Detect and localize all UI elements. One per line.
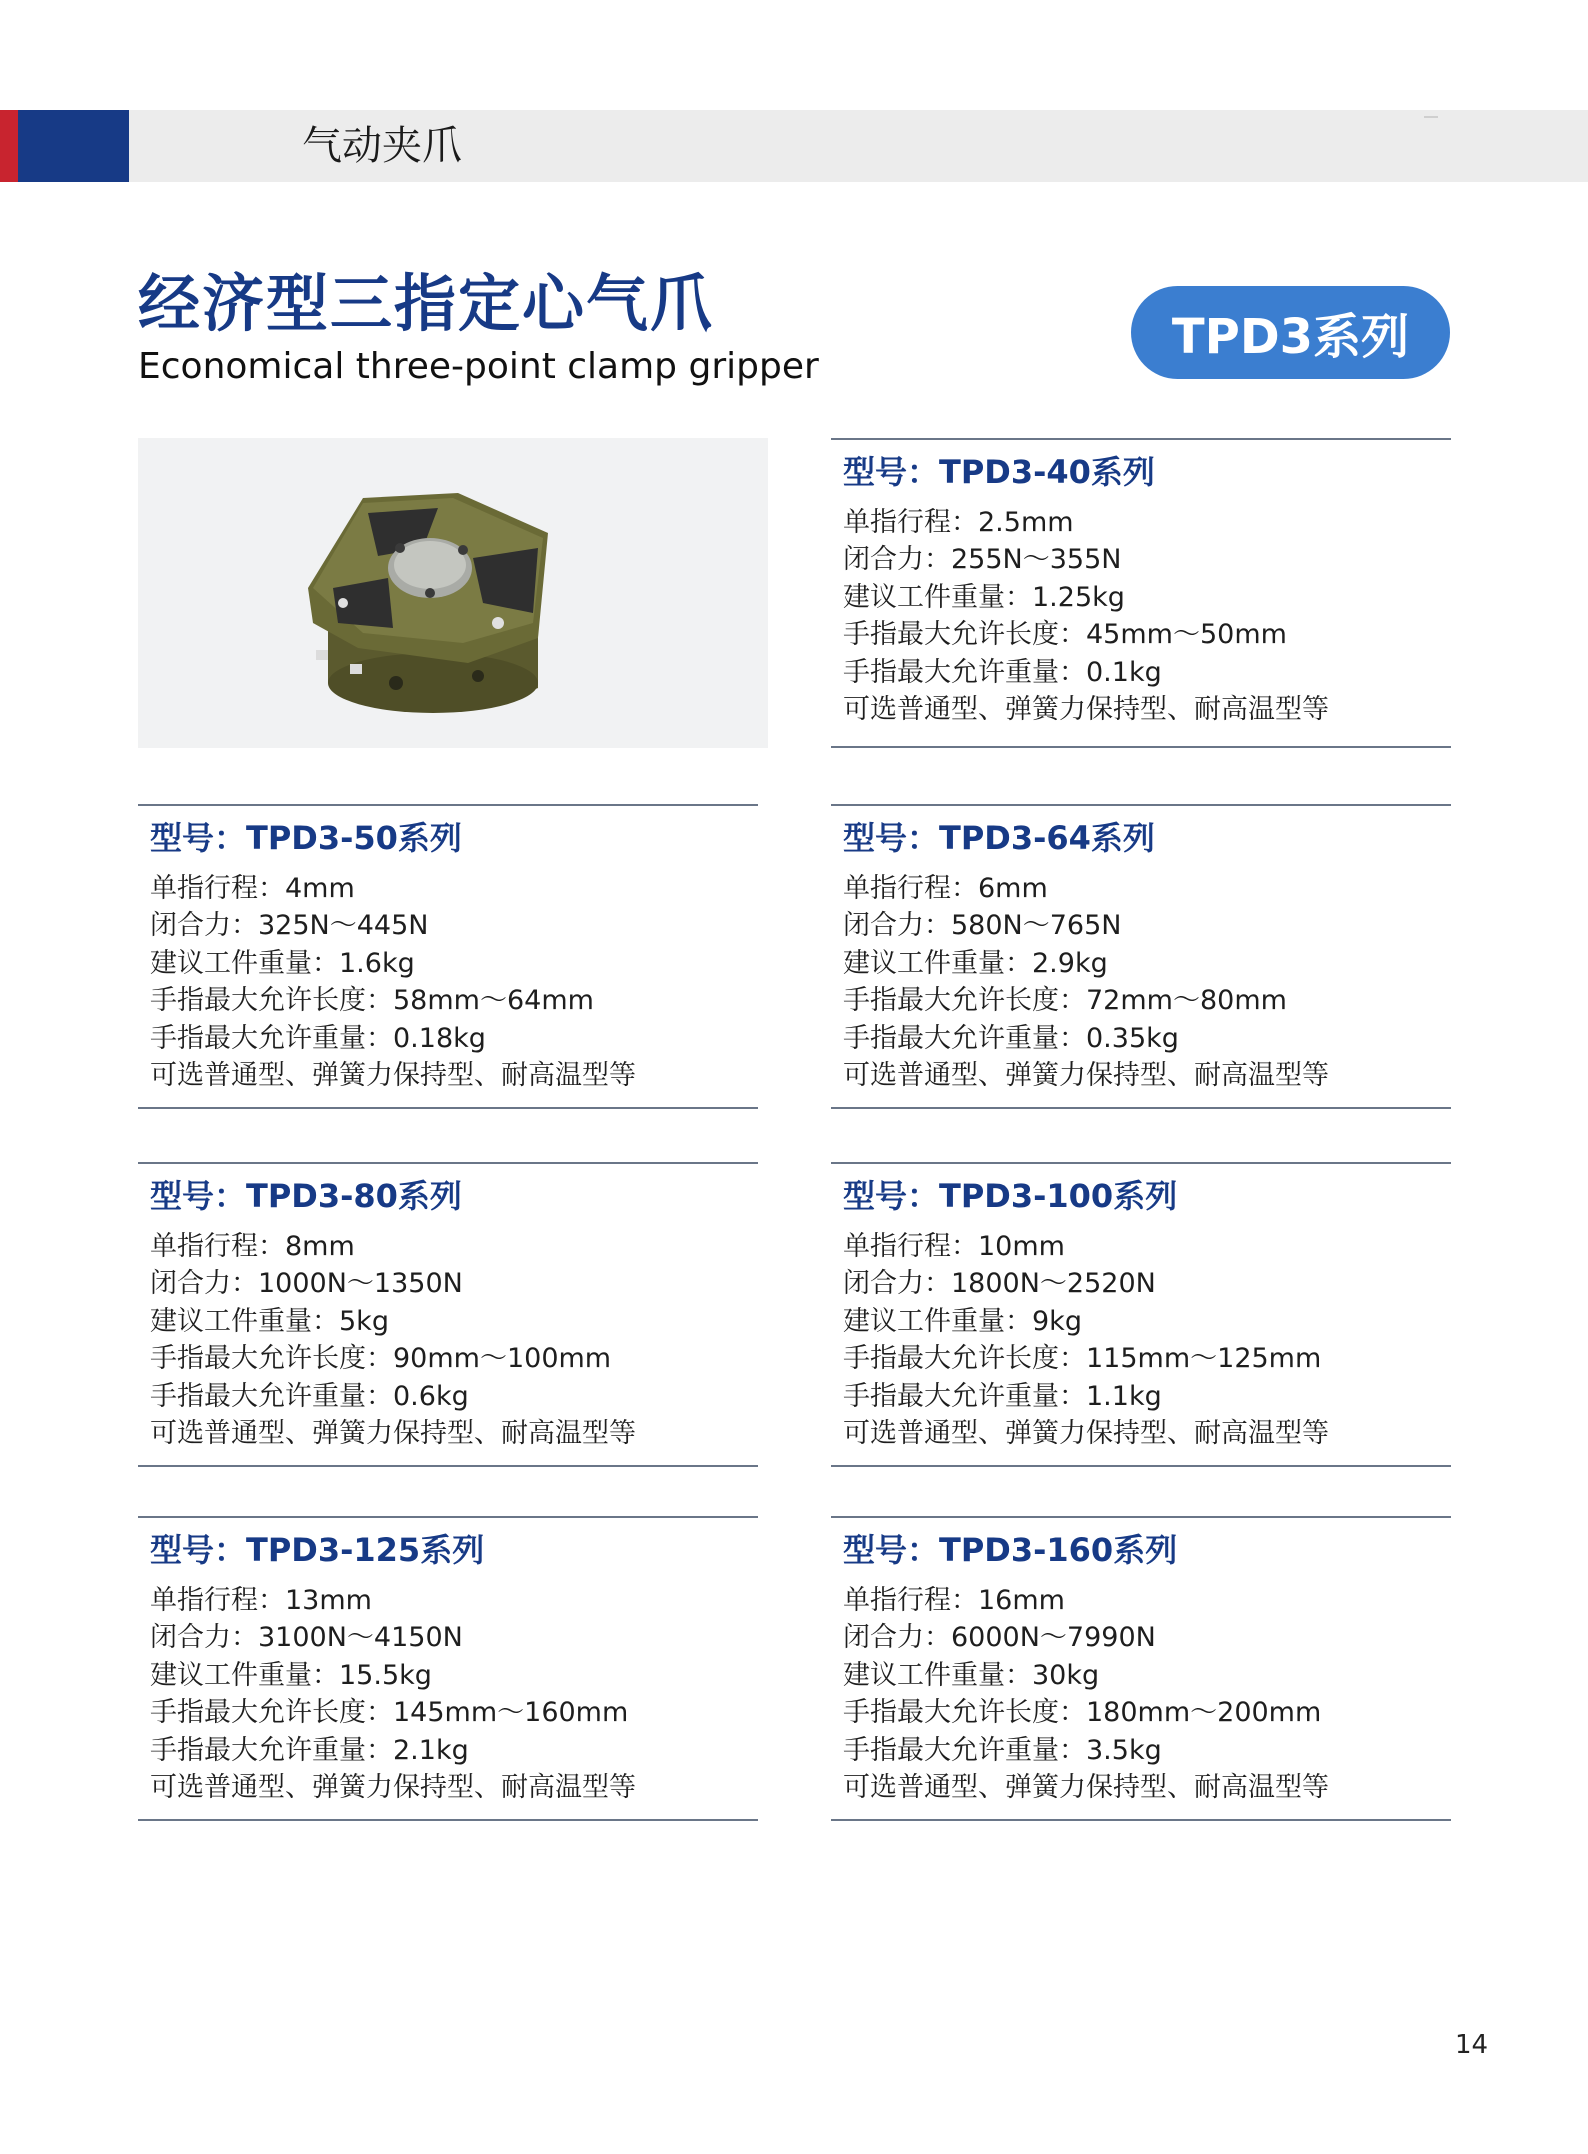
spec-options: 可选普通型、弹簧力保持型、耐高温型等 [843, 1772, 1329, 1804]
spec-options: 可选普通型、弹簧力保持型、耐高温型等 [843, 1060, 1329, 1092]
spec-card-tpd3-40 [831, 438, 1451, 748]
page-number: 14 [1455, 2030, 1489, 2060]
spec-finger-weight: 手指最大允许重量：0.6kg [150, 1380, 469, 1412]
header-mark [1424, 116, 1438, 118]
spec-closing-force: 闭合力：1000N～1350N [150, 1268, 463, 1300]
spec-closing-force: 闭合力：255N～355N [843, 544, 1122, 576]
spec-card-tpd3-80 [138, 1162, 758, 1467]
spec-stroke: 单指行程：8mm [150, 1231, 355, 1262]
page-subtitle: Economical three-point clamp gripper [138, 346, 819, 387]
spec-workpiece-weight: 建议工件重量：5kg [150, 1305, 389, 1337]
spec-closing-force: 闭合力：325N～445N [150, 910, 429, 942]
spec-stroke: 单指行程：10mm [843, 1231, 1065, 1262]
spec-card-tpd3-64 [831, 804, 1451, 1109]
section-header [0, 110, 1588, 182]
spec-finger-length: 手指最大允许长度：180mm～200mm [843, 1697, 1322, 1729]
spec-workpiece-weight: 建议工件重量：15.5kg [150, 1659, 432, 1691]
header-blue-block [18, 110, 129, 182]
series-badge: TPD3系列 [1131, 286, 1450, 379]
spec-finger-length: 手指最大允许长度：115mm～125mm [843, 1343, 1322, 1375]
section-title: 气动夹爪 [302, 123, 462, 169]
spec-card-tpd3-125 [138, 1516, 758, 1821]
spec-list [150, 1228, 636, 1452]
spec-closing-force: 闭合力：3100N～4150N [150, 1622, 463, 1654]
spec-model-title: 型号：TPD3-50系列 [150, 819, 462, 857]
spec-model-title: 型号：TPD3-40系列 [843, 453, 1155, 491]
three-finger-gripper-icon [138, 438, 768, 748]
spec-stroke: 单指行程：13mm [150, 1585, 372, 1616]
spec-stroke: 单指行程：6mm [843, 873, 1048, 904]
spec-model-title: 型号：TPD3-160系列 [843, 1531, 1178, 1569]
spec-model-title: 型号：TPD3-100系列 [843, 1177, 1178, 1215]
spec-finger-length: 手指最大允许长度：58mm～64mm [150, 985, 594, 1017]
spec-finger-length: 手指最大允许长度：145mm～160mm [150, 1697, 629, 1729]
spec-list [150, 870, 636, 1094]
spec-finger-weight: 手指最大允许重量：1.1kg [843, 1380, 1162, 1412]
header-red-accent [0, 110, 18, 182]
spec-finger-length: 手指最大允许长度：72mm～80mm [843, 985, 1287, 1017]
spec-workpiece-weight: 建议工件重量：30kg [843, 1659, 1100, 1691]
spec-list [843, 504, 1329, 728]
spec-options: 可选普通型、弹簧力保持型、耐高温型等 [843, 694, 1329, 726]
spec-workpiece-weight: 建议工件重量：1.6kg [150, 947, 415, 979]
spec-finger-weight: 手指最大允许重量：3.5kg [843, 1734, 1162, 1766]
spec-finger-weight: 手指最大允许重量：0.1kg [843, 656, 1162, 688]
spec-finger-weight: 手指最大允许重量：0.18kg [150, 1022, 486, 1054]
spec-workpiece-weight: 建议工件重量：1.25kg [843, 581, 1125, 613]
page-title: 经济型三指定心气爪 [138, 267, 715, 340]
spec-closing-force: 闭合力：580N～765N [843, 910, 1122, 942]
spec-options: 可选普通型、弹簧力保持型、耐高温型等 [150, 1418, 636, 1450]
spec-list [843, 1228, 1329, 1452]
spec-options: 可选普通型、弹簧力保持型、耐高温型等 [150, 1772, 636, 1804]
spec-finger-weight: 手指最大允许重量：2.1kg [150, 1734, 469, 1766]
spec-stroke: 单指行程：16mm [843, 1585, 1065, 1616]
spec-finger-weight: 手指最大允许重量：0.35kg [843, 1022, 1179, 1054]
spec-model-title: 型号：TPD3-80系列 [150, 1177, 462, 1215]
product-image [138, 438, 768, 748]
spec-options: 可选普通型、弹簧力保持型、耐高温型等 [150, 1060, 636, 1092]
spec-closing-force: 闭合力：6000N～7990N [843, 1622, 1156, 1654]
spec-finger-length: 手指最大允许长度：45mm～50mm [843, 619, 1287, 651]
spec-model-title: 型号：TPD3-64系列 [843, 819, 1155, 857]
spec-list [843, 870, 1329, 1094]
spec-list [150, 1582, 636, 1806]
spec-card-tpd3-160 [831, 1516, 1451, 1821]
spec-closing-force: 闭合力：1800N～2520N [843, 1268, 1156, 1300]
spec-workpiece-weight: 建议工件重量：9kg [843, 1305, 1082, 1337]
spec-card-tpd3-50 [138, 804, 758, 1109]
spec-stroke: 单指行程：2.5mm [843, 507, 1074, 538]
spec-card-tpd3-100 [831, 1162, 1451, 1467]
spec-workpiece-weight: 建议工件重量：2.9kg [843, 947, 1108, 979]
spec-finger-length: 手指最大允许长度：90mm～100mm [150, 1343, 612, 1375]
spec-model-title: 型号：TPD3-125系列 [150, 1531, 485, 1569]
spec-stroke: 单指行程：4mm [150, 873, 355, 904]
spec-list [843, 1582, 1329, 1806]
spec-options: 可选普通型、弹簧力保持型、耐高温型等 [843, 1418, 1329, 1450]
